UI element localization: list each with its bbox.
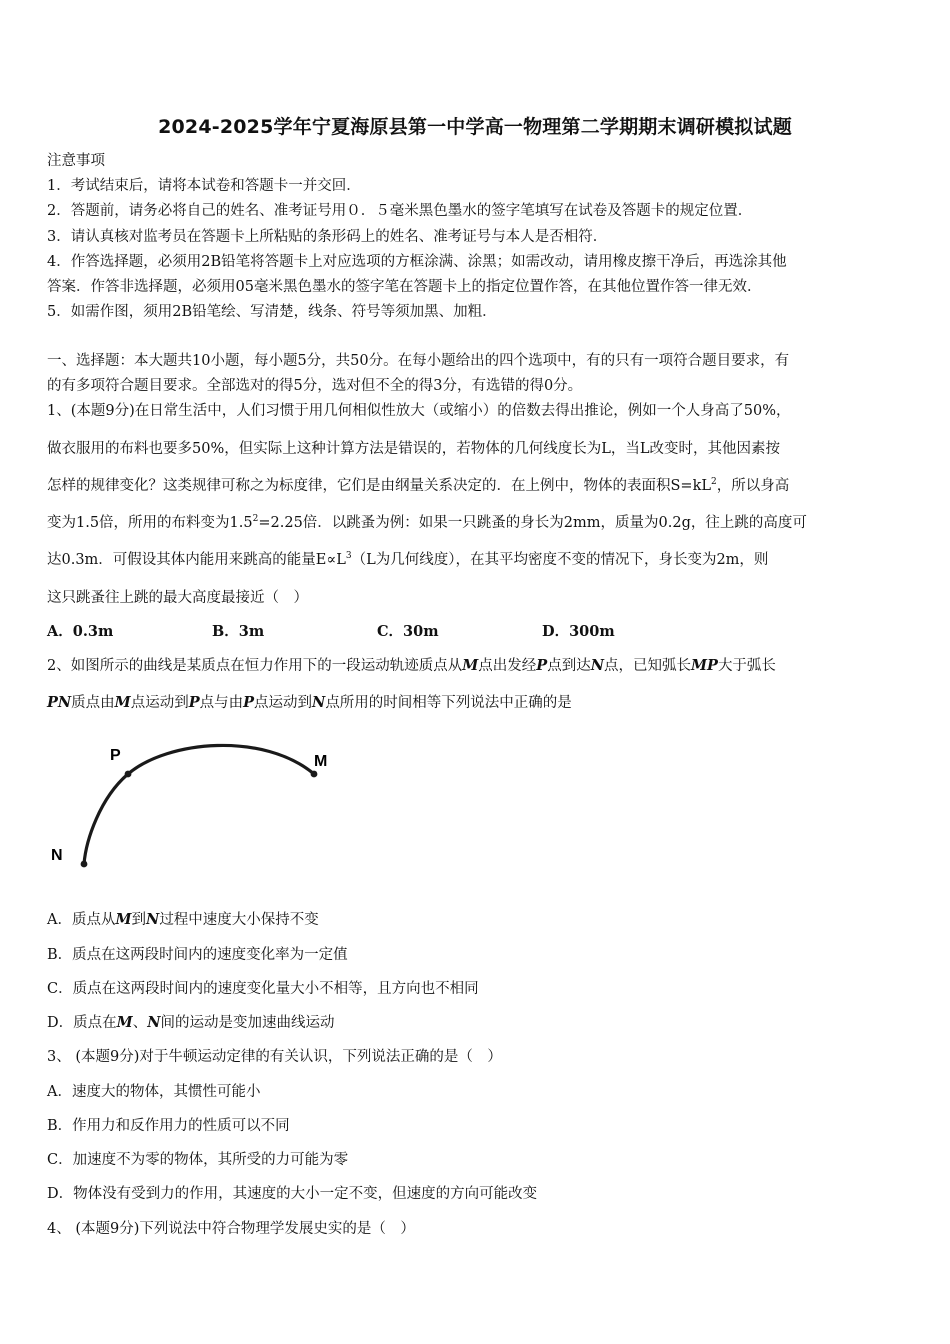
q2-l1-c: 点到达 (547, 658, 591, 674)
q2-l1-n: N (590, 657, 604, 674)
q2-optA-a: A．质点从 (47, 912, 116, 928)
notice-item-1: 1．考试结束后，请将本试卷和答题卡一并交回． (47, 178, 361, 194)
q2-option-d (47, 1013, 334, 1033)
q1-line-3-sup: 2 (711, 477, 717, 487)
q2-optA-b: 到 (131, 912, 147, 928)
q1-option-a: A．0.3m (47, 623, 114, 640)
label-m: M (314, 753, 328, 770)
page-title: 2024-2025学年宁夏海原县第一中学高一物理第二学期期末调研模拟试题 (158, 116, 792, 138)
q1-option-c: C．30m (377, 623, 439, 640)
q4-stem: 4、 (本题9分)下列说法中符合物理学发展史实的是（ ） (47, 1221, 415, 1237)
q2-l2-m: M (114, 694, 131, 711)
q2-optD-a: D．质点在 (47, 1015, 117, 1031)
q1-line-5-a: 达0.3m．可假设其体内能用来跳高的能量E∝L (47, 552, 346, 568)
q1-line-3 (47, 476, 789, 496)
notice-item-3: 3．请认真核对监考员在答题卡上所粘贴的条形码上的姓名、准考证号与本人是否相符． (47, 229, 608, 245)
q1-line-5-sup: 3 (345, 551, 352, 561)
q2-option-a (47, 910, 319, 930)
q2-l2-c: 点与由 (199, 695, 244, 711)
notice-item-2: 2．答题前，请务必将自己的姓名、准考证号用０．５毫米黑色墨水的签字笔填写在试卷及答题卡的规定位置． (47, 203, 753, 219)
q1-line-3-b: ，所以身高 (716, 478, 790, 494)
q2-optD-m: M (116, 1014, 133, 1031)
q1-line-5-b: （L为几何线度），在其平均密度不变的情况下，身长变为2m，则 (351, 552, 769, 568)
notice-item-4-cont: 答案．作答非选择题，必须用05毫米黑色墨水的签字笔在答题卡上的指定位置作答，在其他位置作答一律无效． (47, 279, 762, 295)
q2-l2-e: 点所用的时间相等下列说法中正确的是 (325, 695, 572, 711)
q2-optA-n: N (146, 911, 160, 928)
q2-line-2 (47, 693, 572, 713)
q2-l2-n: N (312, 694, 326, 711)
q1-line-4-b: =2.25倍．以跳蚤为例：如果一只跳蚤的身长为2mm，质量为0.2g，往上跳的高度可 (258, 515, 807, 531)
q3-stem: 3、 (本题9分)对于牛顿运动定律的有关认识，下列说法正确的是（ ） (47, 1049, 502, 1065)
q3-option-d: D．物体没有受到力的作用，其速度的大小一定不变，但速度的方向可能改变 (47, 1186, 538, 1202)
q3-option-a: A．速度大的物体，其惯性可能小 (47, 1084, 261, 1100)
q2-l1-b: 点出发经 (478, 658, 537, 674)
q2-l2-p: P (188, 694, 200, 711)
q1-option-d: D．300m (542, 623, 615, 640)
q2-optA-m: M (115, 911, 132, 928)
q2-l1-mp: MP (690, 657, 718, 674)
q1-line-1: 1、(本题9分)在日常生活中，人们习惯于用几何相似性放大（或缩小）的倍数去得出推论，例如一个人身高了50%， (47, 403, 791, 419)
q2-l2-a: 质点由 (71, 695, 115, 711)
notice-heading: 注意事项 (47, 153, 105, 169)
q2-optA-c: 过程中速度大小保持不变 (159, 912, 319, 928)
section-heading-cont: 的有多项符合题目要求。全部选对的得5分，选对但不全的得3分，有选错的得0分。 (47, 378, 583, 394)
trajectory-figure (44, 728, 344, 878)
q3-option-c: C．加速度不为零的物体，其所受的力可能为零 (47, 1152, 349, 1168)
q2-l2-p2: P (243, 694, 255, 711)
point-p-dot (125, 771, 132, 778)
q2-l1-d: 点，已知弧长 (603, 658, 691, 674)
q1-line-4-a: 变为1.5倍，所用的布料变为1.5 (47, 515, 253, 531)
q2-l2-d: 点运动到 (254, 695, 313, 711)
label-p: P (110, 747, 121, 764)
label-n: N (51, 847, 63, 864)
q1-line-4-sup: 2 (252, 514, 259, 524)
q2-l1-a: 2、如图所示的曲线是某质点在恒力作用下的一段运动轨迹质点从 (47, 658, 463, 674)
q2-optD-n: N (147, 1014, 161, 1031)
notice-item-5: 5．如需作图，须用2B铅笔绘、写清楚，线条、符号等须加黑、加粗． (47, 304, 497, 320)
q1-line-4 (47, 513, 807, 533)
q2-l2-pn: PN (47, 694, 72, 711)
q1-option-b: B．3m (212, 623, 265, 640)
q2-optD-b: 、 (132, 1015, 148, 1031)
q2-l1-e: 大于弧长 (717, 658, 776, 674)
q2-optD-c: 间的运动是变加速曲线运动 (160, 1015, 335, 1031)
q2-option-b: B．质点在这两段时间内的速度变化率为一定值 (47, 947, 348, 963)
q2-line-1 (47, 656, 776, 676)
q2-l1-p: P (536, 657, 548, 674)
q1-line-3-a: 怎样的规律变化？这类规律可称之为标度律，它们是由纲量关系决定的．在上例中，物体的表面积S=kL (47, 478, 711, 494)
point-n-dot (81, 861, 88, 868)
q1-line-2: 做衣服用的布料也要多50%，但实际上这种计算方法是错误的，若物体的几何线度长为L，当L改变时，其他因素按 (47, 441, 780, 457)
notice-item-4: 4．作答选择题，必须用2B铅笔将答题卡上对应选项的方框涂满、涂黑；如需改动，请用橡皮擦干净后，再选涂其他 (47, 254, 787, 270)
section-heading: 一、选择题：本大题共10小题，每小题5分，共50分。在每小题给出的四个选项中，有的只有一项符合题目要求，有 (47, 353, 790, 369)
q3-option-b: B．作用力和反作用力的性质可以不同 (47, 1118, 290, 1134)
q1-line-6: 这只跳蚤往上跳的最大高度最接近（ ） (47, 590, 308, 606)
point-m-dot (311, 771, 318, 778)
q2-option-c: C．质点在这两段时间内的速度变化量大小不相等，且方向也不相同 (47, 981, 479, 997)
q2-l2-b: 点运动到 (130, 695, 189, 711)
q2-l1-m: M (462, 657, 479, 674)
q1-line-5 (47, 550, 768, 570)
